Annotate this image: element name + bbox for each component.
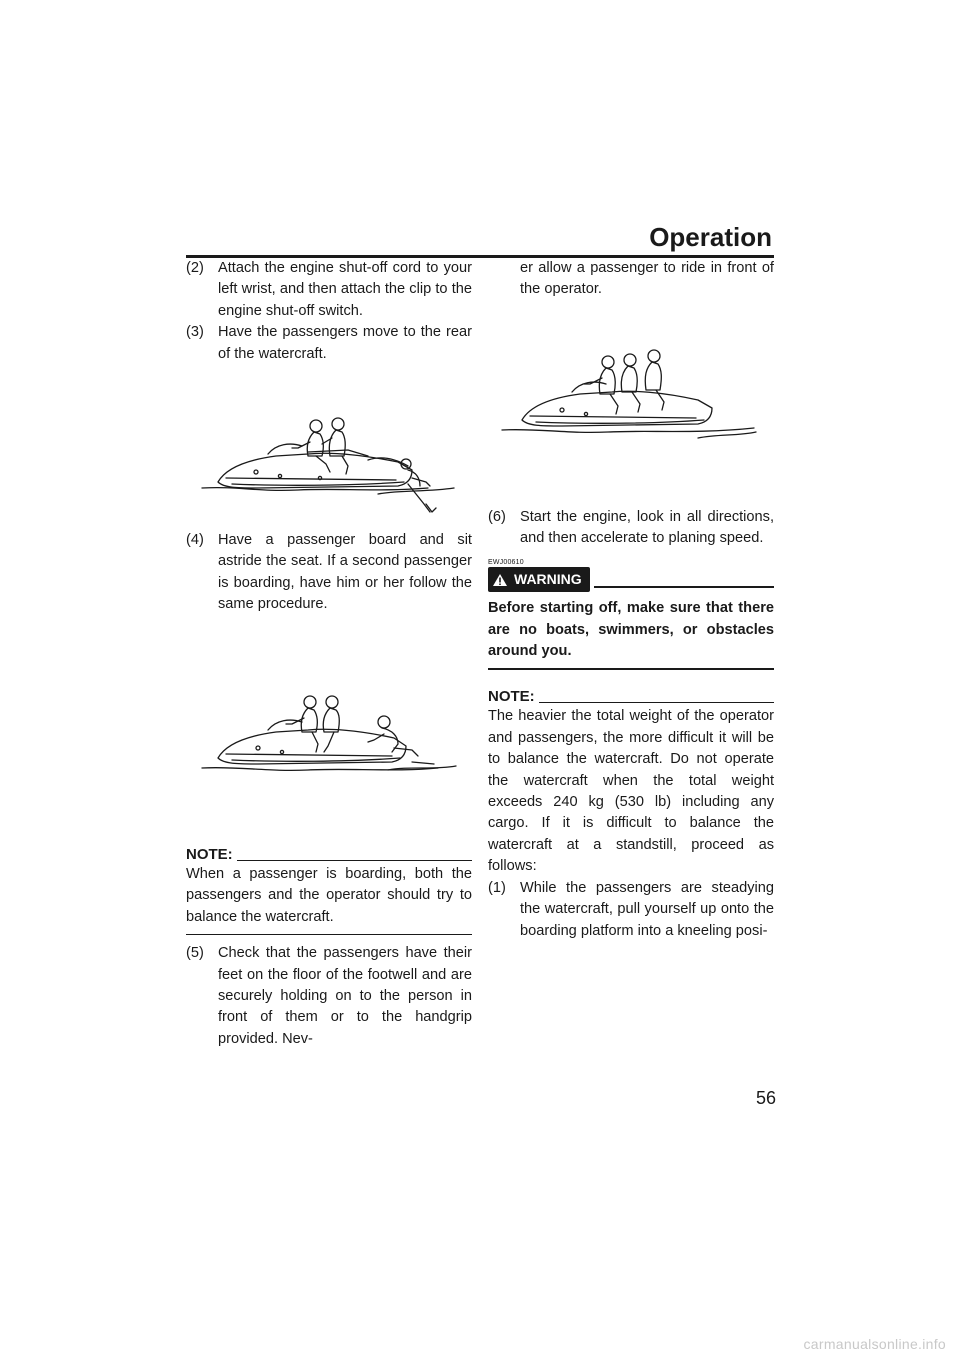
note-end-rule	[186, 934, 472, 935]
note-label: NOTE:	[186, 846, 233, 863]
left-column-mid	[186, 530, 472, 616]
right-note-label: NOTE:	[488, 688, 535, 706]
step-5	[186, 943, 472, 1050]
warning-end-rule	[488, 668, 774, 670]
step-5-continued-text: er allow a passenger to ride in front of the operator.	[520, 260, 774, 298]
right-column-top	[488, 258, 774, 301]
warning-triangle-icon	[492, 573, 508, 587]
step-5-continued	[488, 258, 774, 301]
step-4	[186, 530, 472, 616]
step-2	[186, 258, 472, 322]
step-2-text: Attach the engine shut-off cord to your left wrist, and then attach the clip to the engine shut-off switch.	[218, 260, 472, 319]
warning-heading-rule	[594, 586, 774, 588]
illustration-passenger-climbing-aboard	[198, 408, 460, 520]
warning-label: WARNING	[514, 570, 582, 587]
right-column-mid	[488, 507, 774, 942]
sub-step-1-number: (1)	[488, 879, 506, 896]
illustration-passenger-boarding	[198, 690, 460, 776]
right-note-heading-rule	[539, 702, 774, 703]
right-note-heading	[488, 688, 774, 706]
warning-badge	[488, 567, 590, 592]
left-note	[186, 846, 472, 1050]
step-3-text: Have the passengers move to the rear of the watercraft.	[218, 324, 472, 362]
step-6	[488, 507, 774, 550]
note-heading-rule	[237, 860, 472, 861]
right-note-text: The heavier the total weight of the operator and passengers, the more difficult it will be to balance the watercraft. Do not operate the watercraft when the total weight exceeds 240 kg (530 lb) including any cargo. If it is difficult to balance the watercraft at a standstill, proceed as follows:	[488, 708, 774, 875]
sub-step-1-text: While the passengers are steadying the watercraft, pull yourself up onto the boarding platform into a kneeling posi-	[520, 879, 774, 939]
watermark: carmanualsonline.info	[803, 1336, 946, 1352]
step-4-number: (4)	[186, 532, 204, 548]
page-number: 56	[756, 1088, 777, 1108]
left-column-top	[186, 258, 472, 365]
step-3	[186, 322, 472, 365]
step-5-text: Check that the passengers have their feet on the floor of the footwell and are securely holding on to the person in front of them or to the handgrip provided. Nev-	[218, 945, 472, 1047]
step-3-number: (3)	[186, 324, 204, 341]
illustration-three-riders-seated	[498, 342, 760, 448]
step-2-number: (2)	[186, 260, 204, 276]
step-6-number: (6)	[488, 509, 506, 525]
sub-step-1	[488, 878, 774, 942]
note-heading	[186, 846, 472, 864]
step-5-number: (5)	[186, 945, 204, 962]
page-title: Operation	[649, 222, 772, 252]
step-6-text: Start the engine, look in all directions, and then accelerate to planing speed.	[520, 509, 774, 547]
step-4-text: Have a passenger board and sit astride the seat. If a second passenger is boarding, have him or her follow the same procedure.	[218, 532, 472, 613]
warning-code: EWJ00610	[488, 558, 524, 566]
note-text: When a passenger is boarding, both the passengers and the operator should try to balance the watercraft.	[186, 866, 472, 925]
warning-heading	[488, 567, 774, 592]
warning-text: Before starting off, make sure that there are no boats, swimmers, or obstacles around you.	[488, 600, 774, 660]
